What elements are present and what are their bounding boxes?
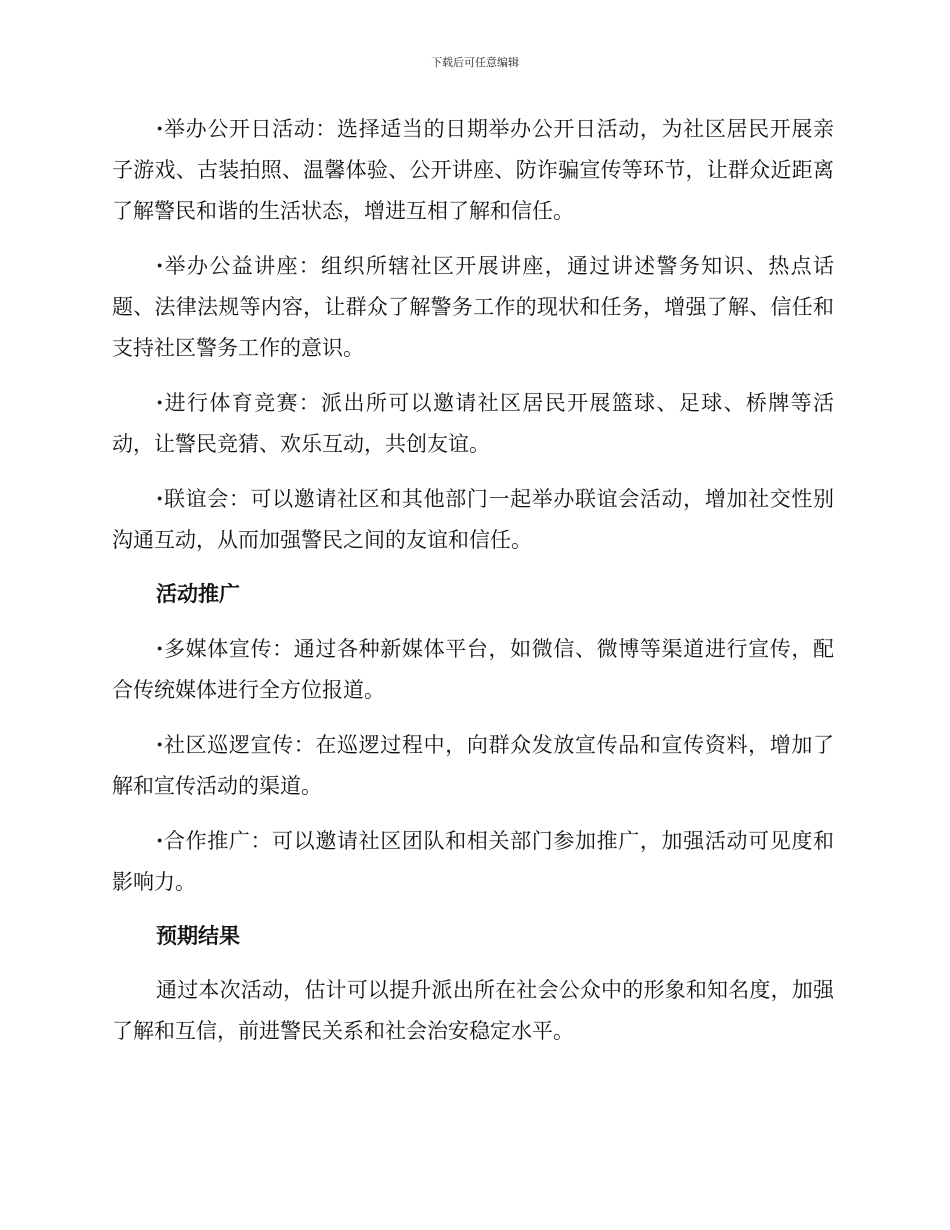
activity-open-day-text: 举办公开日活动：选择适当的日期举办公开日活动，为社区居民开展亲子游戏、古装拍照、温馨体验、公开讲座、防诈骗宣传等环节，让群众近距离了解警民和谐的生活状态，增进互相了解和信任。 — [112, 117, 834, 223]
document-body — [112, 108, 834, 1065]
results-paragraph: 通过本次活动，估计可以提升派出所在社会公众中的形象和知名度，加强了解和互信，前进警民关系和社会治安稳定水平。 — [112, 978, 834, 1043]
promotion-cooperation — [112, 820, 834, 903]
promotion-cooperation-text: 合作推广：可以邀请社区团队和相关部门参加推广，加强活动可见度和影响力。 — [112, 829, 834, 894]
promotion-patrol — [112, 724, 834, 807]
activity-social-gathering-text: 联谊会：可以邀请社区和其他部门一起举办联谊会活动，增加社交性别沟通互动，从而加强警民之间的友谊和信任。 — [112, 487, 834, 552]
activity-public-lecture — [112, 245, 834, 369]
promotion-patrol-text: 社区巡逻宣传：在巡逻过程中，向群众发放宣传品和宣传资料，增加了解和宣传活动的渠道。 — [112, 733, 834, 798]
activity-social-gathering — [112, 478, 834, 561]
activity-public-lecture-text: 举办公益讲座：组织所辖社区开展讲座，通过讲述警务知识、热点话题、法律法规等内容，让群众了解警务工作的现状和任务，增强了解、信任和支持社区警务工作的意识。 — [112, 254, 834, 360]
header-note: 下载后可任意编辑 — [431, 56, 519, 69]
activity-open-day — [112, 108, 834, 232]
activity-sports — [112, 382, 834, 465]
promotion-multimedia-text: 多媒体宣传：通过各种新媒体平台，如微信、微博等渠道进行宣传，配合传统媒体进行全方位报道。 — [112, 637, 834, 702]
section-heading-results: 预期结果 — [156, 924, 240, 948]
activity-sports-text: 进行体育竞赛：派出所可以邀请社区居民开展篮球、足球、桥牌等活动，让警民竞猜、欢乐互动，共创友谊。 — [112, 391, 834, 456]
section-heading-promotion: 活动推广 — [156, 582, 240, 606]
promotion-multimedia — [112, 628, 834, 711]
